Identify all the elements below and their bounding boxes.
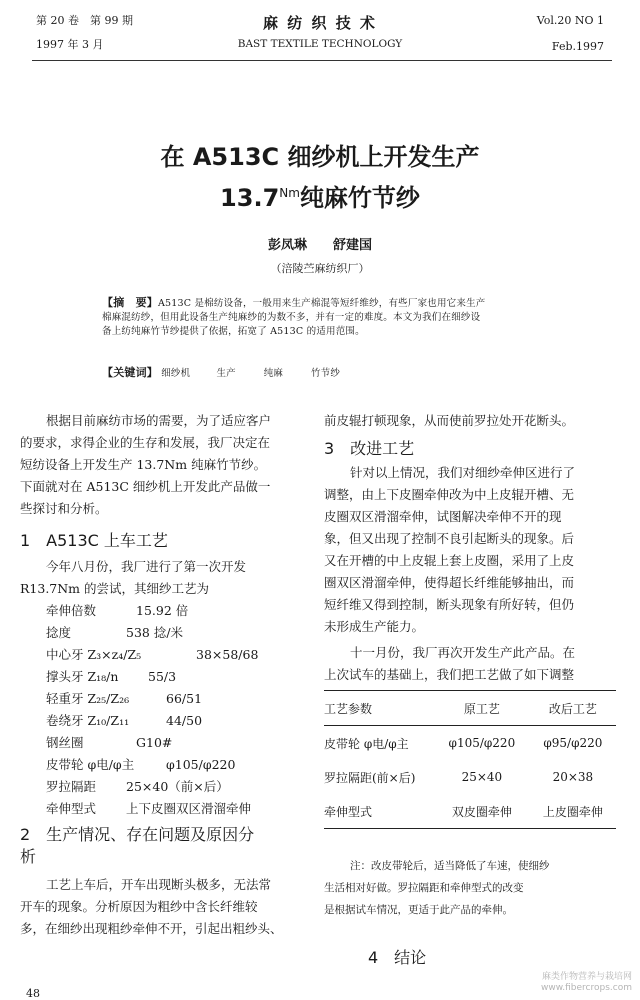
- volume-issue-cn: 第 20 卷 第 99 期: [36, 14, 133, 27]
- section-4-heading: 4 结论: [368, 948, 427, 967]
- sec1-line-2: R13.7Nm 的尝试，其细纱工艺为: [20, 581, 210, 596]
- volume-en: Vol.20 NO 1: [536, 14, 604, 27]
- intro-line-1: 根据目前麻纺市场的需要，为了适应客户: [46, 413, 272, 428]
- sec3-line-4: 象，但又出现了控制不良引起断头的现象。后: [324, 531, 575, 546]
- keyword-3: 纯麻: [263, 368, 284, 379]
- sec3-line-7: 短纤维又得到控制，断头现象有所好转，但仍: [324, 597, 575, 612]
- abstract-line-1: 【摘 要】A513C 是棉纺设备，一般用来生产棉混等短纤维纱，有些厂家也用它来生产: [102, 296, 486, 309]
- intro-line-3: 短纺设备上开发生产 13.7Nm 纯麻竹节纱。: [20, 457, 267, 472]
- param-row: 牵伸型式 上下皮圈双区滑溜牵伸: [46, 801, 252, 816]
- note-line-3: 是根据试车情况，更适于此产品的牵伸。: [324, 904, 513, 916]
- authors: 彭凤琳 舒建国: [267, 238, 372, 253]
- sec2-line-3: 多，在细纱出现粗纱牵伸不开，引起出粗纱头、: [20, 921, 283, 936]
- sec3-line-3: 皮圈双区滑溜牵伸，试图解决牵伸不开的现: [324, 509, 562, 524]
- title-unit: Nm: [279, 186, 300, 200]
- article-title-line1: 在 A513C 细纱机上开发生产: [160, 143, 480, 171]
- intro-line-4: 下面就对在 A513C 细纱机上开发此产品做一: [20, 479, 271, 494]
- param-row: 牵伸倍数 15.92 倍: [46, 603, 189, 618]
- table-row: [324, 794, 616, 829]
- table-cell: φ95/φ220: [543, 736, 603, 750]
- sec2-line-2: 开车的现象。分析原因为粗纱中含长纤维较: [20, 899, 258, 914]
- right-column: [324, 410, 616, 969]
- section-2-heading-cont: 析: [20, 847, 37, 866]
- param-row: 撑头牙 Z₁₈/n 55/3: [46, 669, 177, 684]
- watermark-line-1: 麻类作物营养与栽培网: [541, 972, 632, 982]
- param-row: 轻重牙 Z₂₅/Z₂₆ 66/51: [46, 691, 203, 706]
- abstract-line-2: 棉麻混纺纱，但用此设备生产纯麻纱的为数不多，并有一定的难度。本文为我们在细纱设: [102, 312, 481, 323]
- affiliation: （涪陵苎麻纺织厂）: [270, 262, 370, 275]
- title-size: 13.7: [220, 184, 280, 212]
- table-cell: 皮带轮 φ电/φ主: [324, 736, 409, 751]
- table-header-row: [324, 691, 616, 726]
- param-row: 罗拉隔距 25×40（前×后）: [46, 779, 229, 794]
- sec3-line-1: 针对以上情况，我们对细纱牵伸区进行了: [350, 465, 576, 480]
- left-column: [20, 410, 316, 940]
- param-row: 捻度 538 捻/米: [46, 625, 184, 640]
- param-row: 皮带轮 φ电/φ主 φ105/φ220: [46, 757, 236, 772]
- cont-line: 前皮辊打顿现象，从而使前罗拉处开花断头。: [324, 413, 575, 428]
- process-table: [324, 691, 616, 829]
- journal-title-en: BAST TEXTILE TECHNOLOGY: [237, 38, 403, 50]
- keyword-2: 生产: [216, 368, 236, 379]
- section-3-heading: 3 改进工艺: [324, 439, 415, 458]
- table-row: [324, 726, 616, 761]
- abstract-line-3: 备上纺纯麻竹节纱提供了依据，拓宽了 A513C 的适用范围。: [102, 326, 365, 337]
- process-params: [20, 600, 316, 820]
- table-row: [324, 760, 616, 794]
- table-cell: φ105/φ220: [448, 736, 516, 750]
- intro-line-2: 的要求，求得企业的生存和发展，我厂决定在: [20, 435, 271, 450]
- table-note: [324, 855, 616, 921]
- table-cell: 双皮圈牵伸: [451, 804, 512, 819]
- watermark-line-2: www.fibercrops.com: [541, 983, 632, 993]
- sec3-line-2: 调整，由上下皮圈牵伸改为中上皮辊开槽、无: [324, 487, 575, 502]
- article-title-line2: [0, 178, 640, 213]
- page-number: 48: [26, 987, 40, 1000]
- sec1-line-1: 今年八月份，我厂进行了第一次开发: [46, 559, 247, 574]
- table-cell: 20×38: [552, 770, 594, 784]
- date-en: Feb.1997: [551, 40, 604, 53]
- table-cell: 牵伸型式: [324, 804, 373, 819]
- keywords-label: 【关键词】: [102, 366, 158, 379]
- date-cn: 1997 年 3 月: [36, 38, 104, 51]
- section-2-heading: 2 生产情况、存在问题及原因分: [20, 825, 255, 844]
- journal-title-cn: 麻 纺 织 技 术: [263, 14, 377, 32]
- table-cell: 上皮圈牵伸: [542, 804, 603, 819]
- sec2-line-1: 工艺上车后，开车出现断头极多，无法常: [46, 877, 272, 892]
- note-line-2: 生活相对好做。罗拉隔距和牵伸型式的改变: [324, 882, 524, 894]
- intro-line-5: 些探讨和分析。: [20, 501, 108, 516]
- param-row: 卷绕牙 Z₁₀/Z₁₁ 44/50: [46, 713, 203, 728]
- abstract: [102, 296, 562, 339]
- watermark: [541, 972, 632, 994]
- keyword-4: 竹节纱: [310, 368, 341, 379]
- section-1-heading: 1 A513C 上车工艺: [20, 531, 168, 550]
- sec3-line-10: 上次试车的基础上，我们把工艺做了如下调整: [324, 667, 575, 682]
- table-header: 工艺参数: [324, 701, 373, 716]
- sec3-line-6: 圈双区滑溜牵伸，使得超长纤维能够抽出，而: [324, 575, 575, 590]
- sec3-line-9: 十一月份，我厂再次开发生产此产品。在: [350, 645, 576, 660]
- sec3-line-8: 未形成生产能力。: [324, 619, 425, 634]
- keyword-1: 细纱机: [161, 368, 191, 379]
- title-product: 纯麻竹节纱: [299, 184, 420, 212]
- table-header: 改后工艺: [548, 701, 597, 716]
- keywords: [102, 366, 562, 381]
- sec3-line-5: 又在开槽的中上皮辊上套上皮圈，采用了上皮: [324, 553, 575, 568]
- abstract-label: 【摘 要】: [102, 296, 158, 309]
- param-row: 中心牙 Z₃×z₄/Z₅ 38×58/68: [46, 647, 259, 662]
- table-cell: 25×40: [461, 770, 503, 784]
- table-cell: 罗拉隔距(前×后): [324, 770, 416, 785]
- header-rule: [32, 60, 612, 61]
- table-header: 原工艺: [463, 701, 500, 716]
- param-row: 钢丝圈 G10#: [46, 735, 173, 750]
- note-line-1: 注：改皮带轮后，适当降低了车速，使细纱: [350, 860, 550, 872]
